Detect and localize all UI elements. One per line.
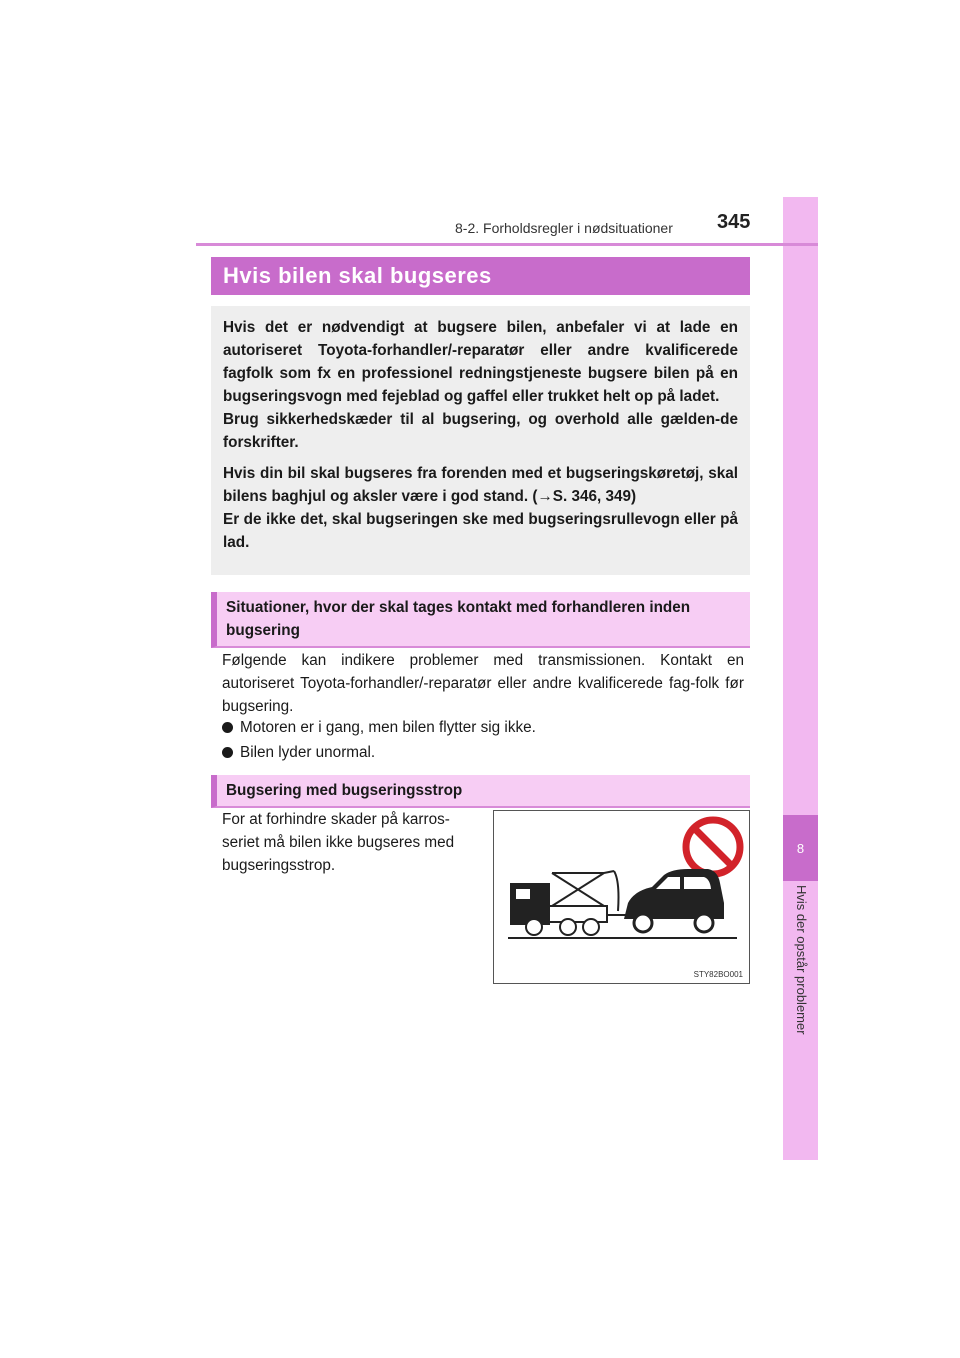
bullet-text: Bilen lyder unormal. (240, 744, 376, 761)
contact-text (222, 649, 744, 718)
intro-paragraph-2: Brug sikkerhedskæder til al bugsering, og overhold alle gælden-de forskrifter. (223, 411, 738, 451)
chapter-label (794, 885, 809, 907)
contact-heading: Situationer, hvor der skal tages kontakt med forhandleren inden bugsering (211, 592, 750, 648)
tow-truck-icon (511, 871, 626, 935)
bullet-item-2 (222, 741, 375, 764)
prohibition-icon (686, 820, 740, 874)
strap-paragraph: For at forhindre skader på karros-seriet må bilen ikke bugseres med bugseringsstrop. (222, 811, 455, 874)
page-number: 345 (717, 211, 751, 233)
car-icon (624, 869, 724, 932)
strap-text (222, 808, 482, 877)
section-title: 8-2. Forholdsregler i nødsituationer (455, 220, 673, 236)
towing-illustration (493, 810, 750, 984)
bullet-item-1 (222, 716, 536, 739)
figure-code: STY82BO001 (693, 970, 743, 979)
chapter-number: 8 (796, 840, 805, 856)
header-divider (196, 243, 818, 246)
bullet-dot-icon (222, 747, 233, 758)
contact-paragraph: Følgende kan indikere problemer med transmissionen. Kontakt en autoriseret Toyota-forhandler/-reparatør eller andre kvalificerede fag-folk før bugsering. (222, 652, 744, 715)
strap-heading: Bugsering med bugseringsstrop (211, 775, 750, 808)
bullet-text: Motoren er i gang, men bilen flytter sig ikke. (240, 719, 536, 736)
chapter-number-tab (783, 815, 818, 881)
bullet-dot-icon (222, 722, 233, 733)
intro-box (211, 306, 750, 575)
tow-truck-illustration (494, 811, 749, 983)
intro-paragraph-4: Er de ikke det, skal bugseringen ske med bugseringsrullevogn eller på lad. (223, 511, 738, 551)
intro-paragraph-1: Hvis det er nødvendigt at bugsere bilen, anbefaler vi at lade en autoriseret Toyota-forhandler/-reparatør eller andre kvalificerede fagfolk som fx en professionel redningstjeneste bugsere bilen på en bugseringsvogn med fejeblad og gaffel eller trukket helt op på ladet. (223, 319, 738, 405)
main-heading: Hvis bilen skal bugseres (211, 257, 750, 295)
intro-paragraph-3: Hvis din bil skal bugseres fra forenden med et bugseringskøretøj, skal bilens baghjul og aksler være i god stand. (→S. 346, 349) (223, 465, 738, 505)
